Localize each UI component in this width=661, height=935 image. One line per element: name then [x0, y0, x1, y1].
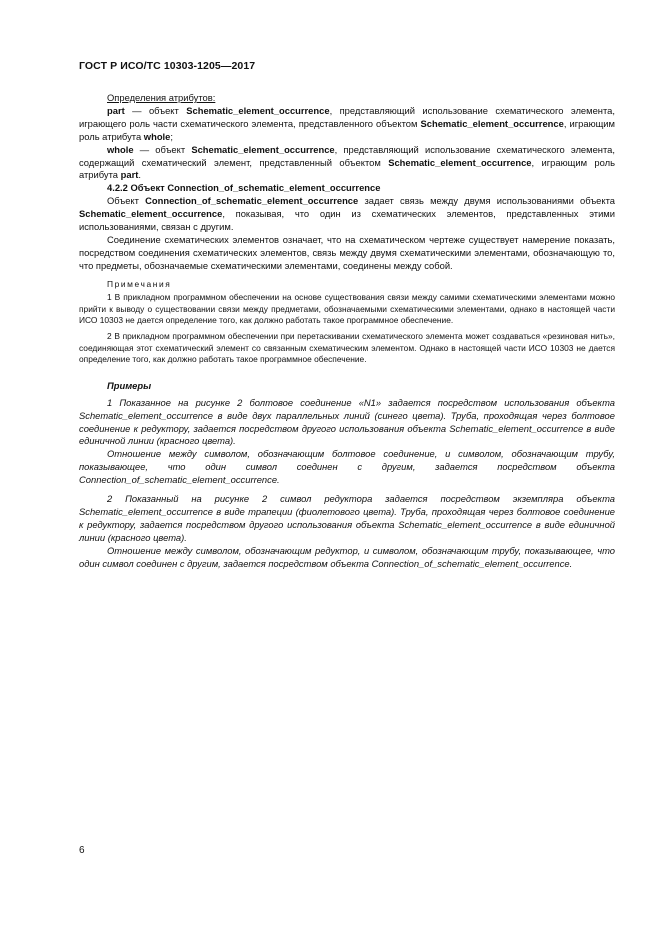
- document-header: ГОСТ Р ИСО/ТС 10303-1205—2017: [79, 60, 256, 72]
- notes-title: Примечания: [107, 278, 172, 289]
- page-number: 6: [79, 845, 85, 856]
- entity-name: Schematic_element_occurrence: [191, 143, 335, 155]
- document-body: [79, 92, 615, 571]
- example-2: 2 Показанный на рисунке 2 символ редуктора задается посредством экземпляра объекта Schematic_element_occurrence в виде трапеции (фиолетового цвета). Труба, проходящая через болтовое соединение к редуктору, задается посредством другого использования объекта Schematic_element_occurrence в виде единичной линии (красного цвета).: [79, 493, 615, 543]
- text-fragment: , играющим роль атрибута: [79, 156, 616, 181]
- term-whole: whole: [107, 143, 134, 155]
- term-part: part: [107, 104, 125, 116]
- section-paragraph-2: Соединение схематических элементов означает, что на схематическом чертеже существует намерение показать, посредством соединения схематических элементов, связь между двумя схематическими элементами, обозначающую то, что предметы, обозначаемые схематическими элементами, соединены между собой.: [79, 233, 615, 271]
- entity-name: Schematic_element_occurrence: [388, 156, 532, 168]
- entity-name: Schematic_element_occurrence: [420, 117, 564, 129]
- examples-title: Примеры: [107, 379, 152, 391]
- text-fragment: Объект: [107, 195, 146, 207]
- note-2: 2 В прикладном программном обеспечении при перетаскивании схематического элемента может создаваться «резиновая нить», соединяющая этот схематический элемент со связанным схематическим элементом. Однако в настоящей части ИСО 10303 не дается определение того, как должно работать такое программное обеспечение.: [79, 331, 615, 365]
- example-1: 1 Показанное на рисунке 2 болтовое соединение «N1» задается посредством использования объекта Schematic_element_occurrence в виде двух параллельных линий (синего цвета). Труба, проходящая через болтовое соединение к редуктору, задается посредством другого использования объекта Schematic_element_occurrence в виде единичной линии (красного цвета).: [79, 396, 615, 447]
- section-paragraph-1: [79, 195, 615, 234]
- notes-block: [79, 279, 615, 366]
- attributes-heading: Определения атрибутов:: [107, 92, 216, 103]
- attribute-ref: part: [120, 169, 139, 181]
- text-fragment: , показывая, что один из схематических элементов, представленных этими использованиями, связан с другим.: [79, 208, 615, 233]
- attribute-whole: [79, 144, 615, 183]
- text-fragment: .: [138, 169, 141, 181]
- text-fragment: — объект: [124, 104, 187, 116]
- example-1-relation: Отношение между символом, обозначающим болтовое соединение, и символом, обозначающим трубу, показывающее, что один символ соединен с другим, задается посредством объекта Connection_of_schematic_element_occurrence.: [79, 448, 615, 486]
- text-fragment: ;: [170, 130, 173, 142]
- attribute-part: [79, 105, 615, 144]
- entity-name: Schematic_element_occurrence: [186, 104, 330, 116]
- entity-name: Schematic_element_occurrence: [79, 208, 223, 220]
- text-fragment: , представляющий использование схематического элемента, играющего роль части схематического элемента, представленного объектом: [79, 104, 615, 129]
- text-fragment: , представляющий использование схематического элемента, содержащий схематический элемент, представленный объектом: [79, 143, 615, 168]
- text-fragment: задает связь между двумя использованиями объекта: [358, 195, 615, 207]
- examples-block: [79, 380, 615, 571]
- note-1: 1 В прикладном программном обеспечении на основе существования связи между самими схематическими элементами можно прийти к выводу о существовании связи между предметами, обозначаемыми схематическими элементами, однако в настоящей части ИСО 10303 не дается определение того, как должно работать такое программное обеспечение.: [79, 292, 615, 326]
- text-fragment: — объект: [133, 143, 192, 155]
- example-2-relation: Отношение между символом, обозначающим редуктор, и символом, обозначающим трубу, показывающее, что один символ соединен с другим, задается посредством объекта Connection_of_schematic_element_occurrence.: [79, 544, 615, 569]
- entity-name: Connection_of_schematic_element_occurrence: [145, 195, 359, 207]
- section-heading: 4.2.2 Объект Connection_of_schematic_element_occurrence: [107, 182, 381, 194]
- attribute-ref: whole: [143, 130, 171, 142]
- text-fragment: , играющим роль атрибута: [79, 117, 615, 142]
